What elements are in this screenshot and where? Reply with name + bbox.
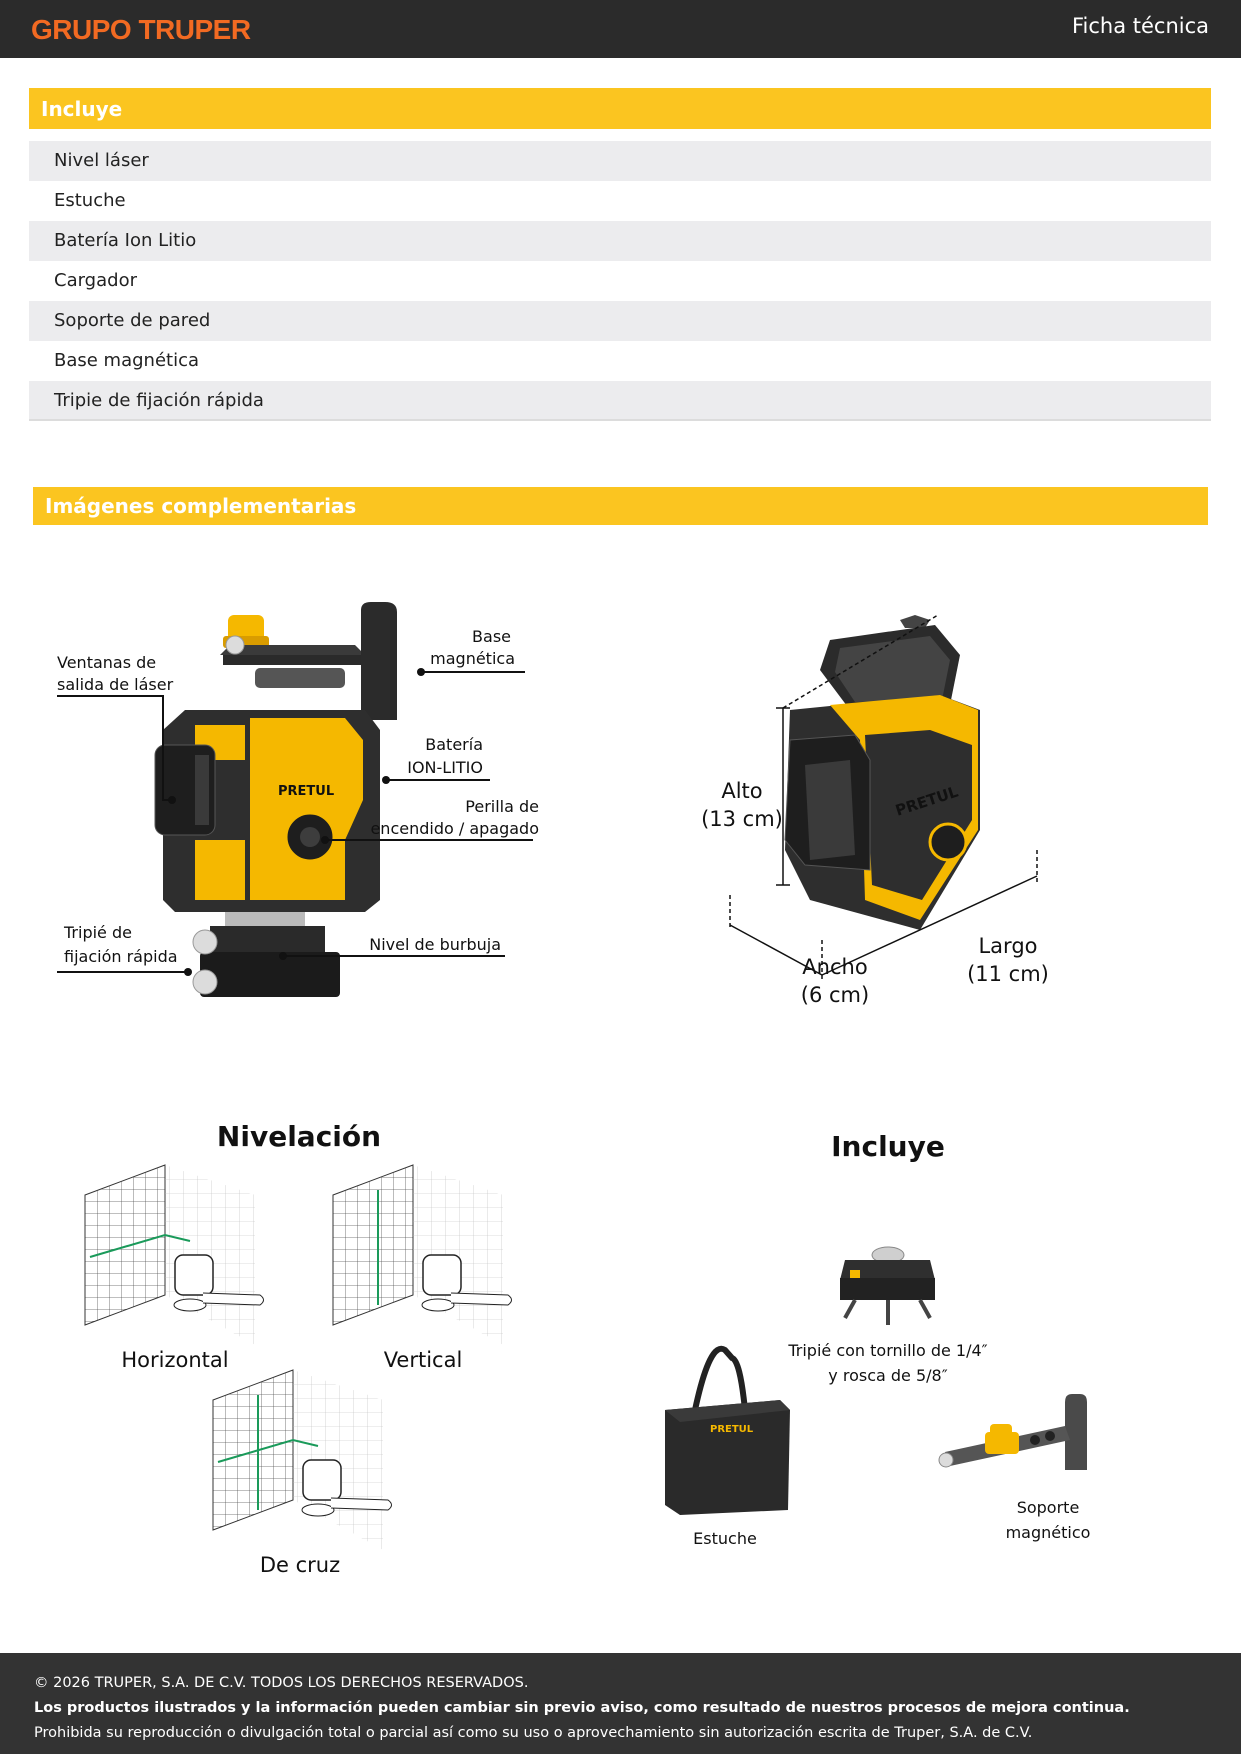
width-label: Ancho: [802, 955, 868, 979]
height-label: Alto: [721, 779, 763, 803]
parts-figure: [45, 600, 555, 1010]
cross-mode-illustration: [213, 1370, 392, 1550]
brand-logo: GRUPO TRUPER: [31, 14, 251, 45]
list-item: Cargador: [54, 270, 137, 291]
page-header: [0, 0, 1241, 58]
includes-list: [29, 141, 1211, 421]
case-label: Estuche: [693, 1529, 757, 1548]
product-brand-text: PRETUL: [278, 784, 335, 799]
support-label-1: Soporte: [1016, 1498, 1080, 1517]
length-label: Largo: [978, 934, 1038, 958]
tripod-accessory-illustration: [840, 1247, 935, 1325]
switch-label-2: encendido / apagado: [370, 819, 539, 838]
vertical-label: Vertical: [383, 1348, 463, 1372]
laser-level-illustration: [155, 668, 380, 912]
tripod-accessory-label-1: Tripié con tornillo de 1/4″: [788, 1341, 988, 1360]
list-item: Tripie de fijación rápida: [29, 381, 1211, 421]
switch-label-1: Perilla de: [465, 797, 539, 816]
windows-label-1: Ventanas de: [57, 653, 157, 672]
accessories-figure: [640, 1110, 1140, 1570]
width-value: (6 cm): [800, 983, 870, 1007]
dimensions-figure: [690, 600, 1090, 1020]
tripod-accessory-label-2: y rosca de 5/8″: [828, 1366, 948, 1385]
legal-text: Prohibida su reproducción o divulgación total o parcial así como su uso o aprovechamiento sin autorización escrita de Truper, S.A. de C.V.: [34, 1725, 1033, 1741]
bubble-label: Nivel de burbuja: [369, 935, 501, 954]
windows-label-2: salida de láser: [57, 675, 174, 694]
images-section-title: Imágenes complementarias: [33, 487, 1208, 525]
list-item: Batería Ion Litio: [29, 221, 1211, 261]
vertical-mode-illustration: [333, 1165, 512, 1345]
tripod-label-1: Tripié de: [64, 923, 132, 942]
case-brand-text: PRETUL: [710, 1424, 754, 1435]
leveling-title: Nivelación: [216, 1120, 382, 1153]
includes-section-title: Incluye: [29, 88, 1211, 129]
tripod-label-2: fijación rápida: [64, 947, 178, 966]
base-label-1: Base: [472, 627, 511, 646]
cross-label: De cruz: [259, 1553, 341, 1577]
document-type-label: Ficha técnica: [1071, 14, 1209, 38]
case-illustration: [665, 1349, 790, 1515]
leveling-figure: [75, 1110, 555, 1590]
list-item: Estuche: [54, 190, 126, 211]
length-value: (11 cm): [967, 962, 1049, 986]
accessories-title: Incluye: [831, 1130, 945, 1163]
laser-level-3d-illustration: [785, 615, 980, 930]
list-item: Base magnética: [54, 350, 200, 371]
list-item: Nivel láser: [29, 141, 1211, 181]
page-footer: [0, 1653, 1241, 1754]
battery-label-2: ION-LITIO: [407, 758, 483, 777]
tripod-base-illustration: [193, 912, 340, 997]
support-label-2: magnético: [1005, 1523, 1091, 1542]
product-brand-text: PRETUL: [893, 782, 961, 820]
height-value: (13 cm): [701, 807, 783, 831]
notice-text: Los productos ilustrados y la información pueden cambiar sin previo aviso, como resultado de nuestros procesos de mejora continua.: [34, 1700, 1130, 1716]
horizontal-label: Horizontal: [121, 1348, 229, 1372]
magnetic-support-illustration: [939, 1394, 1087, 1470]
list-item: Soporte de pared: [29, 301, 1211, 341]
base-label-2: magnética: [430, 649, 515, 668]
copyright-text: © 2026 TRUPER, S.A. DE C.V. TODOS LOS DERECHOS RESERVADOS.: [34, 1675, 529, 1691]
battery-label-1: Batería: [425, 735, 483, 754]
horizontal-mode-illustration: [85, 1165, 264, 1345]
magnetic-base-illustration: [220, 602, 397, 720]
